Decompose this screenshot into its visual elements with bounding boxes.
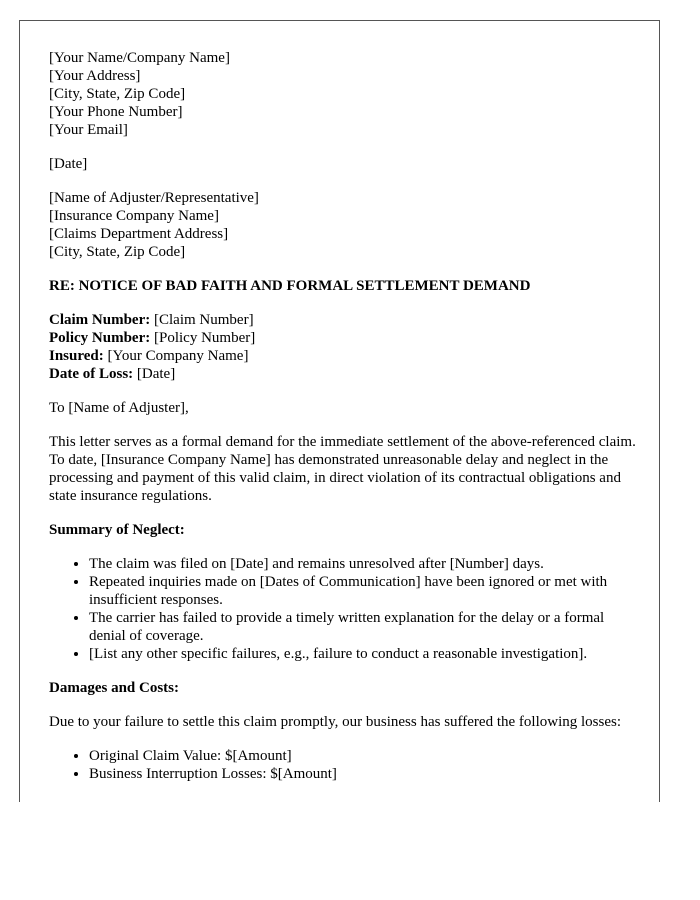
claim-info-block: [49, 311, 639, 383]
letter-date-block: [49, 155, 639, 173]
letter-page: [19, 20, 660, 802]
damages-list: [49, 747, 639, 783]
sender-email: [Your Email]: [49, 122, 128, 138]
sender-block: [49, 49, 639, 139]
damages-paragraph: Due to your failure to settle this claim promptly, our business has suffered the following losses:: [49, 714, 621, 730]
list-item: • The carrier has failed to provide a timely written explanation for the delay or a formal denial of coverage.: [89, 609, 639, 645]
date-of-loss-value: [Date]: [133, 366, 176, 382]
sender-city: [City, State, Zip Code]: [49, 86, 186, 102]
claim-number-row: [49, 311, 639, 329]
sender-address: [Your Address]: [49, 68, 141, 84]
list-item: • Original Claim Value: $[Amount]: [89, 747, 639, 765]
insured-label: Insured:: [49, 348, 104, 364]
list-item: • Business Interruption Losses: $[Amount]: [89, 765, 639, 783]
claim-number-label: Claim Number:: [49, 312, 151, 328]
sender-phone: [Your Phone Number]: [49, 104, 183, 120]
insured-value: [Your Company Name]: [103, 348, 249, 364]
letter-body: [49, 49, 639, 799]
subject-line: RE: NOTICE OF BAD FAITH AND FORMAL SETTLEMENT DEMAND: [49, 278, 531, 294]
date-of-loss-row: [49, 365, 639, 383]
policy-number-row: [49, 329, 639, 347]
sender-name: [Your Name/Company Name]: [49, 50, 230, 66]
neglect-heading: Summary of Neglect:: [49, 522, 185, 538]
recipient-department: [Claims Department Address]: [49, 226, 229, 242]
letter-date: [Date]: [49, 156, 88, 172]
date-of-loss-label: Date of Loss:: [49, 366, 134, 382]
list-item: • [List any other specific failures, e.g., failure to conduct a reasonable investigation].: [89, 645, 639, 663]
policy-number-value: [Policy Number]: [150, 330, 256, 346]
intro-paragraph: This letter serves as a formal demand for the immediate settlement of the above-referenced claim. To date, [Insurance Company Name] has demonstrated unreasonable delay and neglect in the processing and payment of this valid claim, in direct violation of its contractual obligations and state insurance regulations.: [49, 434, 636, 504]
recipient-name: [Name of Adjuster/Representative]: [49, 190, 259, 206]
recipient-company: [Insurance Company Name]: [49, 208, 219, 224]
recipient-block: [49, 189, 639, 261]
neglect-list: [49, 555, 639, 663]
list-item: • The claim was filed on [Date] and remains unresolved after [Number] days.: [89, 555, 639, 573]
salutation: To [Name of Adjuster],: [49, 400, 189, 416]
policy-number-label: Policy Number:: [49, 330, 151, 346]
recipient-city: [City, State, Zip Code]: [49, 244, 186, 260]
damages-heading: Damages and Costs:: [49, 680, 180, 696]
insured-row: [49, 347, 639, 365]
claim-number-value: [Claim Number]: [150, 312, 254, 328]
list-item: • Repeated inquiries made on [Dates of Communication] have been ignored or met with insufficient responses.: [89, 573, 639, 609]
